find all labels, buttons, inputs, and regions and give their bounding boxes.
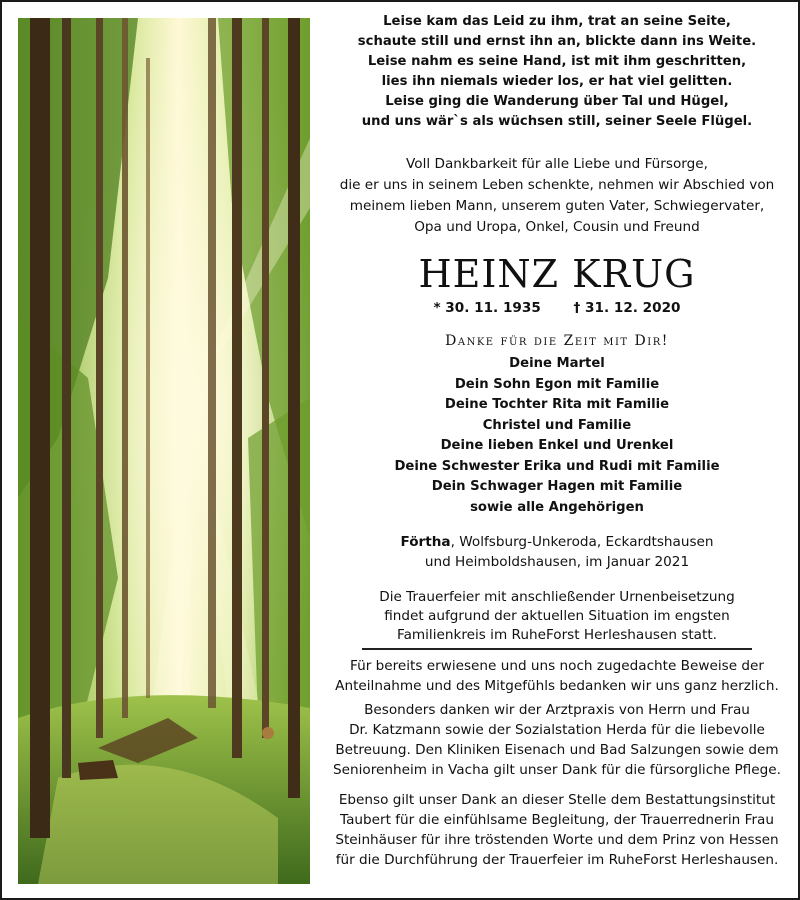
life-dates — [322, 298, 792, 318]
funeral-line: Familienkreis im RuheForst Herleshausen statt. — [397, 627, 717, 643]
poem-line: Leise nahm es seine Hand, ist mit ihm geschritten, — [367, 54, 747, 69]
death-date: † 31. 12. 2020 — [573, 300, 681, 316]
intro-line: die er uns in seinem Leben schenkte, nehmen wir Abschied von — [339, 177, 775, 193]
thanks-line: Seniorenheim in Vacha gilt unser Dank für die fürsorgliche Pflege. — [333, 762, 781, 778]
mourners-list — [322, 354, 792, 518]
place-line — [322, 532, 792, 552]
thanks-line: Für bereits erwiesene und uns noch zugedachte Beweise der — [350, 658, 764, 674]
funeral-notice — [322, 588, 792, 645]
thanks-line: Taubert für die einfühlsame Begleitung, der Trauerrednerin Frau — [340, 812, 774, 828]
funeral-line: findet aufgrund der aktuellen Situation im engsten — [384, 608, 730, 624]
thanks-line: Dr. Katzmann sowie der Sozialstation Herda für die liebevolle — [349, 722, 765, 738]
farewell-intro — [322, 154, 792, 238]
mourner: sowie alle Angehörigen — [470, 499, 644, 515]
divider — [362, 648, 752, 650]
funeral-line: Die Trauerfeier mit anschließender Urnenbeisetzung — [379, 589, 735, 605]
poem-line: und uns wär`s als wüchsen still, seiner Seele Flügel. — [361, 114, 753, 129]
thanks-care — [322, 700, 792, 780]
mourner: Dein Sohn Egon mit Familie — [454, 376, 660, 392]
mourner: Deine Schwester Erika und Rudi mit Familie — [394, 458, 720, 474]
deceased-name: HEINZ KRUG — [418, 252, 696, 296]
intro-line: Voll Dankbarkeit für alle Liebe und Fürsorge, — [406, 156, 708, 172]
place-line: und Heimboldshausen, im Januar 2021 — [424, 554, 690, 570]
poem-line: Leise ging die Wanderung über Tal und Hügel, — [385, 94, 729, 109]
town-name: Förtha — [400, 534, 451, 550]
thanks-line: Steinhäuser für ihre tröstenden Worte und dem Prinz von Hessen — [335, 832, 779, 848]
thanks-line: Ebenso gilt unser Dank an dieser Stelle dem Bestattungsinstitut — [338, 792, 776, 808]
place-and-date — [322, 532, 792, 572]
intro-line: Opa und Uropa, Onkel, Cousin und Freund — [414, 219, 700, 235]
poem-line: lies ihn niemals wieder los, er hat viel gelitten. — [381, 74, 733, 89]
obituary-text — [322, 12, 792, 870]
birth-date: * 30. 11. 1935 — [433, 300, 541, 316]
poem — [322, 12, 792, 132]
forest-photo — [18, 18, 310, 884]
mourner: Deine lieben Enkel und Urenkel — [440, 438, 674, 453]
mourner: Deine Martel — [509, 356, 605, 371]
thanks-line: Betreuung. Den Kliniken Eisenach und Bad Salzungen sowie dem — [335, 742, 779, 758]
mourner: Dein Schwager Hagen mit Familie — [431, 479, 683, 494]
poem-line: Leise kam das Leid zu ihm, trat an seine Seite, — [383, 14, 731, 29]
towns-list: , Wolfsburg-Unkeroda, Eckardtshausen — [450, 534, 714, 550]
thanks-line: Besonders danken wir der Arztpraxis von Herrn und Frau — [364, 702, 750, 718]
intro-line: meinem lieben Mann, unserem guten Vater, Schwiegervater, — [349, 198, 765, 214]
poem-line: schaute still und ernst ihn an, blickte dann ins Weite. — [357, 34, 757, 49]
motto: Danke für die Zeit mit Dir! — [445, 333, 669, 349]
thanks-funeral-service — [322, 790, 792, 870]
thanks-line: für die Durchführung der Trauerfeier im RuheForst Herleshausen. — [335, 852, 779, 868]
thanks-general — [322, 656, 792, 696]
mourner: Deine Tochter Rita mit Familie — [444, 397, 670, 412]
thanks-line: Anteilnahme und des Mitgefühls bedanken wir uns ganz herzlich. — [335, 678, 779, 694]
mourner: Christel und Familie — [482, 417, 632, 433]
